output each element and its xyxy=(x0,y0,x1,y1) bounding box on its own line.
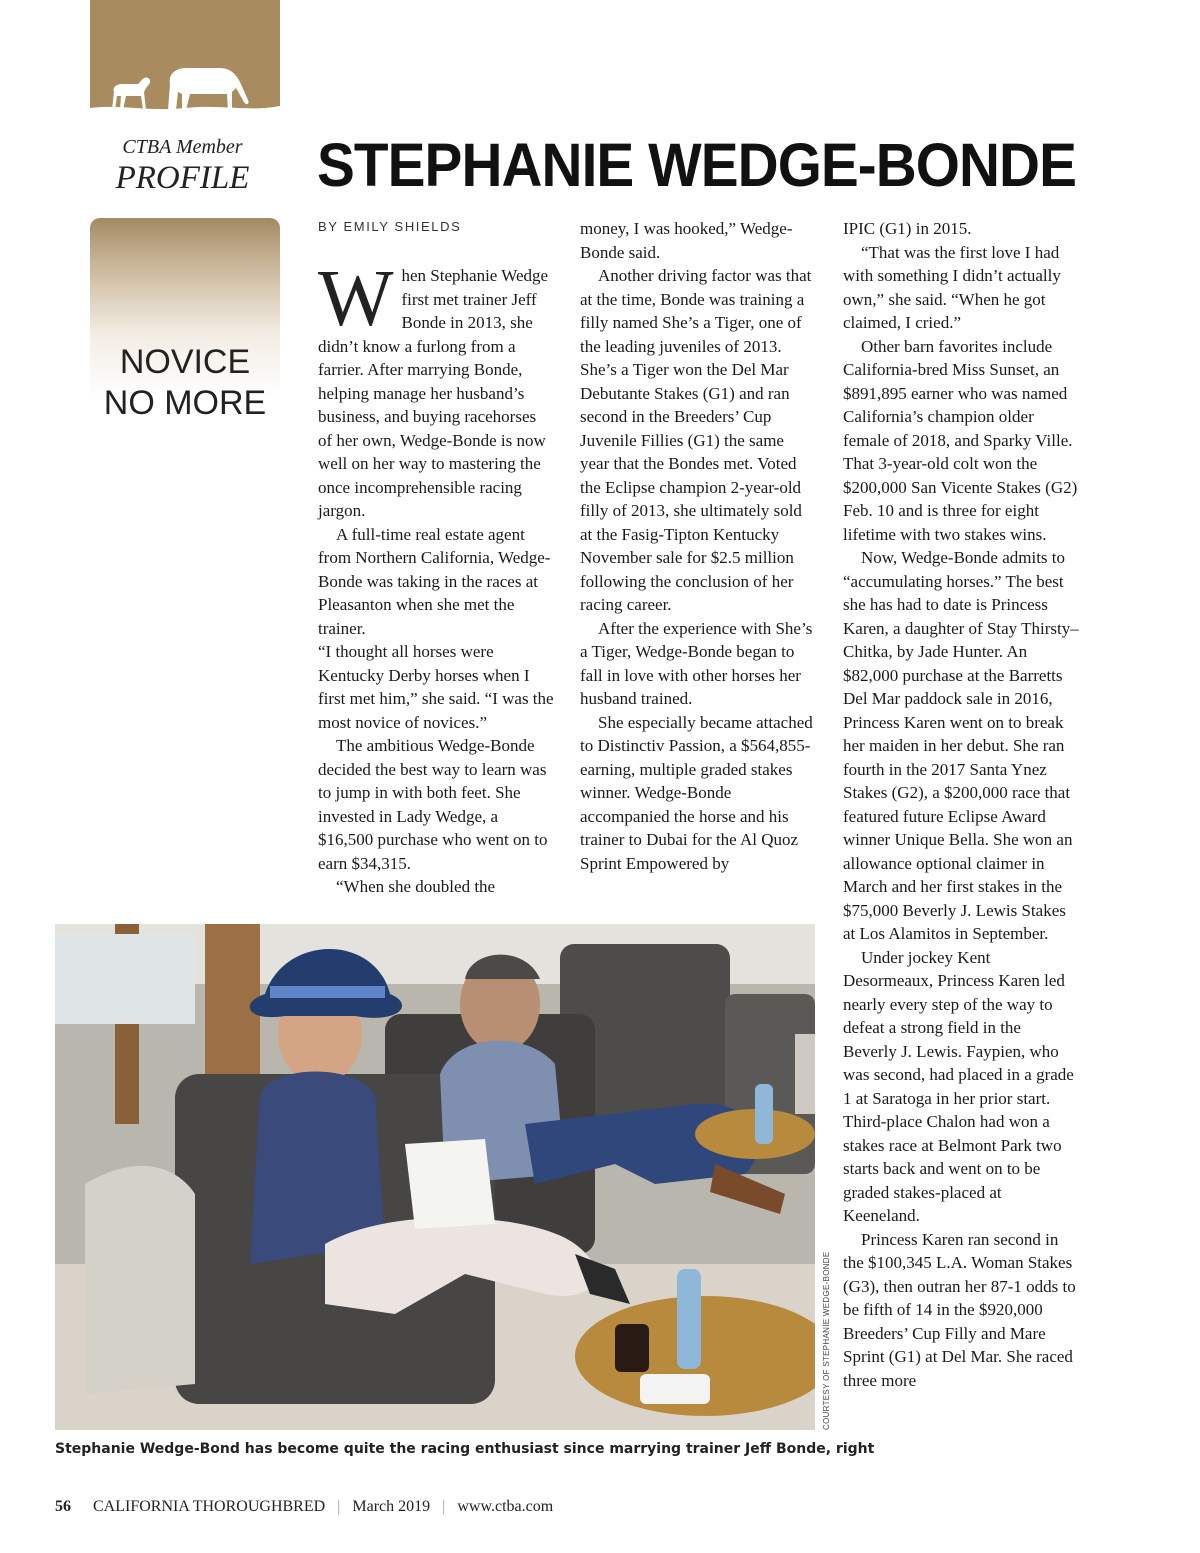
issue-date: March 2019 xyxy=(352,1498,431,1515)
ctba-logo xyxy=(90,0,280,120)
byline: BY EMILY SHIELDS xyxy=(318,219,462,234)
article-column-1 xyxy=(318,255,554,899)
paragraph: Under jockey Kent Desormeaux, Princess Karen led nearly every step of the way to defeat a strong field in the Beverly J. Lewis. Faypien, who was second, had placed in a grade 1 at Saratoga in her prior start. Third-place Chalon had won a stakes race at Belmont Park two starts back and went on to be graded stakes-placed at Keeneland. xyxy=(843,947,1074,1225)
article-photo xyxy=(55,924,815,1430)
article-column-3 xyxy=(843,217,1079,1392)
paragraph: Other barn favorites include California-bred Miss Sunset, an $891,895 earner who was named California’s champion older female of 2018, and Sparky Ville. That 3-year-old colt won the $200,000 San Vicente Stakes (G2) Feb. 10 and is three for eight lifetime with two stakes wins. xyxy=(843,336,1078,544)
footer-separator: | xyxy=(337,1498,341,1515)
paragraph: Now, Wedge-Bonde admits to “accumulating horses.” The best she has had to date is Princess Karen, a daughter of Stay Thirsty–Chitka, by Jade Hunter. An $82,000 purchase at the Barretts Del Mar paddock sale in 2016, Princess Karen went on to break her maiden in her debut. She ran fourth in the 2017 Santa Ynez Stakes (G2), a $200,000 race that featured future Eclipse Award winner Unique Bella. She won an allowance optional claimer in March and her first stakes in the $75,000 Beverly J. Lewis Stakes at Los Alamitos in September. xyxy=(843,548,1079,943)
article-column-2 xyxy=(580,217,816,875)
paragraph: After the experience with She’s a Tiger, Wedge-Bonde began to fall in love with other horses her husband trained. xyxy=(580,618,813,708)
section-label-line1: CTBA Member xyxy=(122,136,243,158)
website-link[interactable]: www.ctba.com xyxy=(457,1498,554,1515)
paragraph: Princess Karen ran second in the $100,345 L.A. Woman Stakes (G3), then outran her 87-1 odds to be fifth of 14 in the $920,000 Breeders’ Cup Filly and Mare Sprint (G1) at Del Mar. She raced three more xyxy=(843,1229,1076,1390)
paragraph: “I thought all horses were Kentucky Derby horses when I first met him,” she said. “I was the most novice of novices.” xyxy=(318,642,554,732)
pull-quote-line1: NOVICE xyxy=(119,343,251,381)
publication-name: CALIFORNIA THOROUGHBRED xyxy=(93,1498,326,1515)
paragraph: She especially became attached to Distinctiv Passion, a $564,855-earning, multiple graded stakes winner. Wedge-Bonde accompanied the horse and his trainer to Dubai for the Al Quoz Sprint Empowered by xyxy=(580,712,813,873)
paragraph: A full-time real estate agent from Northern California, Wedge-Bonde was taking in the races at Pleasanton when she met the trainer. xyxy=(318,524,551,638)
paragraph: hen Stephanie Wedge first met trainer Jeff Bonde in 2013, she didn’t know a furlong from a farrier. After marrying Bonde, helping manage her husband’s business, and buying racehorses of her own, Wedge-Bonde is now well on her way to mastering the once incomprehensible racing jargon. xyxy=(318,266,549,520)
pull-quote xyxy=(90,342,280,424)
pull-quote-line2: NO MORE xyxy=(103,384,267,422)
photo-credit: COURTESY OF STEPHANIE WEDGE-BONDE xyxy=(822,1251,831,1430)
headline: STEPHANIE WEDGE-BONDE xyxy=(317,131,1076,199)
paragraph: IPIC (G1) in 2015. xyxy=(843,219,972,238)
horses-icon xyxy=(90,0,280,120)
page-footer xyxy=(55,1498,553,1516)
section-label xyxy=(100,135,265,197)
paragraph: “That was the first love I had with something I didn’t actually own,” she said. “When he got claimed, I cried.” xyxy=(843,242,1061,332)
paragraph: The ambitious Wedge-Bonde decided the best way to learn was to jump in with both feet. She invested in Lady Wedge, a $16,500 purchase who went on to earn $34,315. xyxy=(318,736,548,873)
drop-cap: W xyxy=(318,255,394,343)
footer-separator: | xyxy=(442,1498,446,1515)
photo-caption: Stephanie Wedge-Bond has become quite the racing enthusiast since marrying trainer Jeff Bonde, right xyxy=(55,1441,875,1457)
section-label-line2: PROFILE xyxy=(115,160,250,196)
paragraph: “When she doubled the xyxy=(336,877,496,896)
pull-quote-box xyxy=(90,218,280,428)
page-number: 56 xyxy=(55,1498,71,1515)
paragraph: money, I was hooked,” Wedge-Bonde said. xyxy=(580,219,793,262)
paragraph: Another driving factor was that at the time, Bonde was training a filly named She’s a Tiger, one of the leading juveniles of 2013. She’s a Tiger won the Del Mar Debutante Stakes (G1) and ran second in the Breeders’ Cup Juvenile Fillies (G1) the same year that the Bondes met. Voted the Eclipse champion 2-year-old filly of 2013, she ultimately sold at the Fasig-Tipton Kentucky November sale for $2.5 million following the conclusion of her racing career. xyxy=(580,266,812,614)
